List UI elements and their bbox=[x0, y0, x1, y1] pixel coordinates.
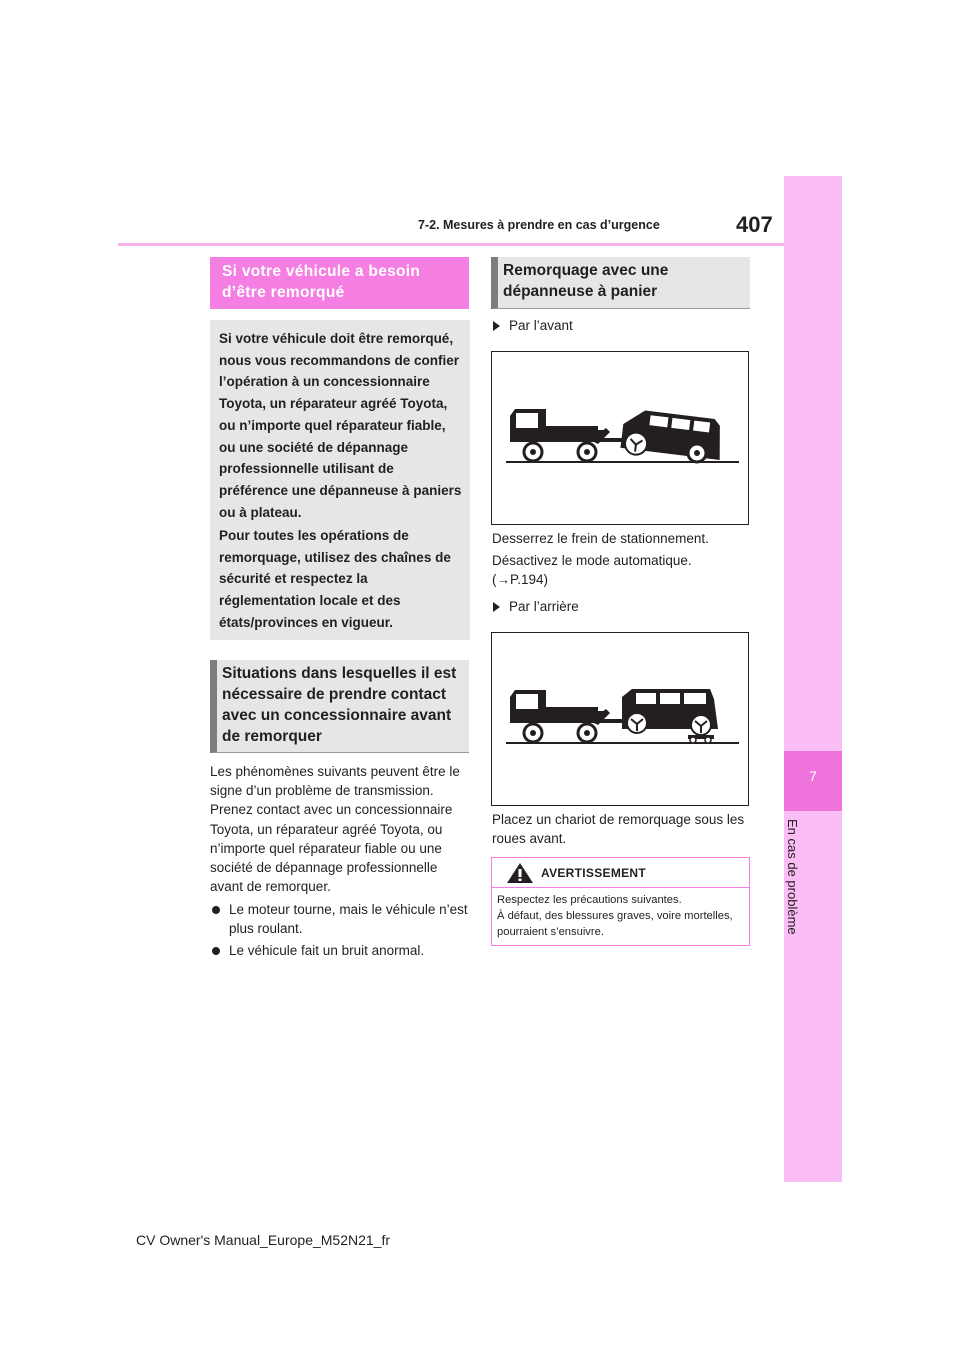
list-item-text: Le véhicule fait un bruit anormal. bbox=[229, 943, 425, 958]
from-rear-text: Par l’arrière bbox=[509, 599, 579, 614]
list-item bbox=[212, 941, 472, 960]
warning-box bbox=[491, 857, 750, 946]
towing-note-paragraph-1: Si votre véhicule doit être remorqué, nous vous recommandons de confier l’opération à un concessionnaire Toyota, un réparateur agréé Toyota, ou n’importe quel réparateur fiable, ou une société de dépannage professionnelle utilisant de préférence une dépanneuse à paniers ou à plateau. bbox=[219, 331, 462, 520]
tow-truck-front-illustration bbox=[491, 351, 749, 525]
warning-header bbox=[492, 858, 749, 888]
triangle-bullet-icon bbox=[493, 602, 500, 612]
towing-note-box bbox=[210, 320, 470, 640]
situations-heading bbox=[210, 660, 469, 753]
chapter-title-vertical bbox=[785, 819, 805, 959]
disable-auto-mode-text: Désactivez le mode automatique. (→P.194) bbox=[492, 553, 692, 588]
from-front-label bbox=[491, 316, 751, 335]
list-item bbox=[212, 900, 472, 938]
dolly-instruction-text: Placez un chariot de remorquage sous les roues avant. bbox=[492, 812, 745, 847]
situations-intro: Les phénomènes suivants peuvent être le signe d’un problème de transmission. Prenez contact avec un concessionnaire Toyota, un réparateur agréé Toyota, ou n’importe quel réparateur fiable ou une société de dépannage professionnelle avant de remorquer. bbox=[210, 764, 460, 895]
wheel-lift-heading-text: Remorquage avec une dépanneuse à panier bbox=[503, 262, 669, 300]
list-item-text: Le moteur tourne, mais le véhicule n’est plus roulant. bbox=[229, 902, 468, 937]
wheel-lift-heading bbox=[491, 257, 750, 309]
triangle-bullet-icon bbox=[493, 321, 500, 331]
towing-heading-text: Si votre véhicule a besoin d’être remorqué bbox=[222, 263, 421, 301]
towing-note-paragraph-2: Pour toutes les opérations de remorquage, utilisez des chaînes de sécurité et respectez la réglementation locale et des états/provinces en vigueur. bbox=[219, 528, 451, 630]
warning-triangle-icon bbox=[506, 862, 534, 884]
page-number: 407 bbox=[736, 212, 773, 237]
towing-heading bbox=[210, 257, 469, 309]
chapter-side-tab bbox=[784, 176, 842, 1182]
warning-body bbox=[497, 892, 745, 940]
tow-truck-rear-illustration bbox=[491, 632, 749, 806]
bullet-dot-icon bbox=[212, 947, 220, 955]
release-brake-text: Desserrez le frein de stationnement. bbox=[492, 531, 709, 546]
chapter-title-text: En cas de problème bbox=[785, 819, 800, 935]
footer-manual-id: CV Owner's Manual_Europe_M52N21_fr bbox=[136, 1232, 391, 1248]
from-rear-label bbox=[491, 597, 751, 616]
bullet-dot-icon bbox=[212, 906, 220, 914]
from-front-text: Par l’avant bbox=[509, 318, 573, 333]
header-divider bbox=[118, 243, 784, 246]
warning-line-1: Respectez les précautions suivantes. bbox=[497, 894, 682, 906]
tow-truck-rear-svg bbox=[492, 633, 748, 805]
warning-title: AVERTISSEMENT bbox=[541, 866, 647, 880]
tow-truck-front-svg bbox=[492, 352, 748, 524]
header-section-title: 7-2. Mesures à prendre en cas d’urgence bbox=[418, 218, 660, 232]
warning-line-2: À défaut, des blessures graves, voire mortelles, pourraient s’ensuivre. bbox=[497, 910, 733, 938]
situations-heading-text: Situations dans lesquelles il est nécessaire de prendre contact avec un concessionnaire avant de remorquer bbox=[222, 665, 457, 745]
chapter-number: 7 bbox=[809, 768, 817, 784]
